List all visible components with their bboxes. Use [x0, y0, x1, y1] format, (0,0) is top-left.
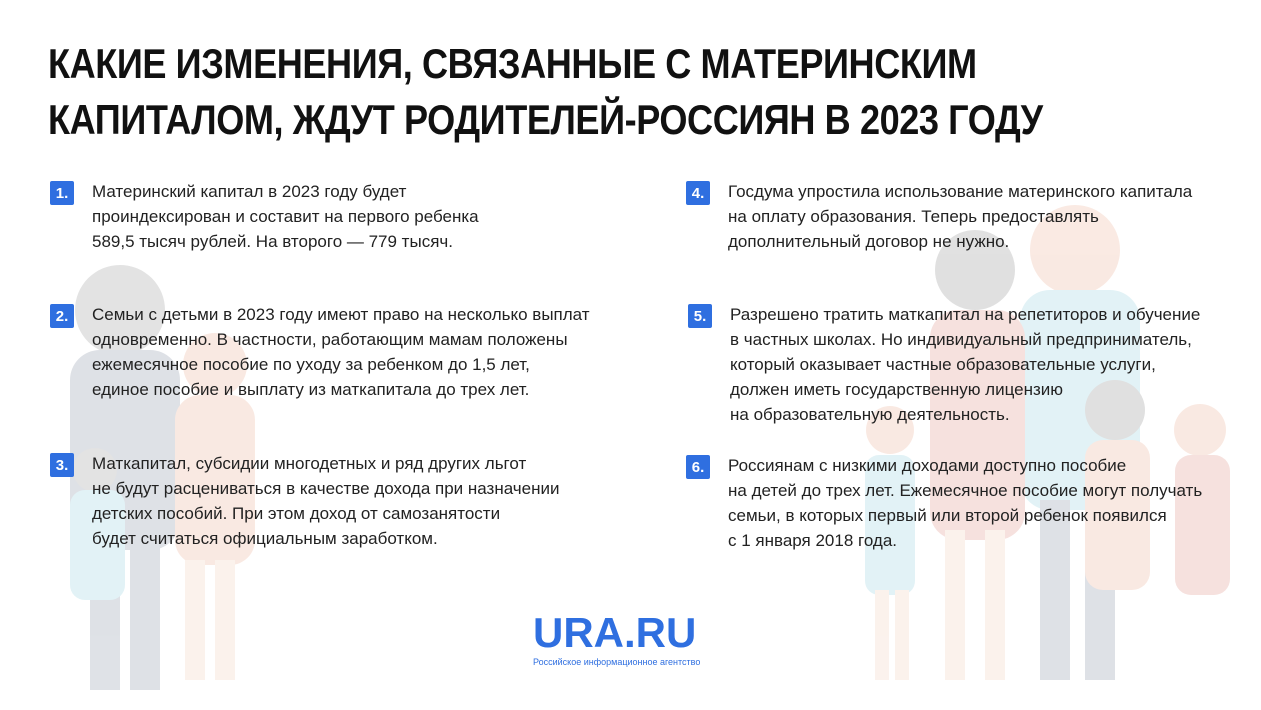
text-line: 589,5 тысяч рублей. На второго — 779 тысяч.: [92, 232, 453, 251]
item-text: [92, 451, 560, 551]
item-number-badge: 4.: [686, 181, 710, 205]
item-number-badge: 5.: [688, 304, 712, 328]
item-number-badge: 3.: [50, 453, 74, 477]
text-line: который оказывает частные образовательные услуги,: [730, 355, 1156, 374]
text-line: в частных школах. Но индивидуальный предприниматель,: [730, 330, 1192, 349]
text-line: Материнский капитал в 2023 году будет: [92, 182, 407, 201]
item-text: [728, 453, 1202, 553]
title-line: КАПИТАЛОМ, ЖДУТ РОДИТЕЛЕЙ-РОССИЯН В 2023 ГОДУ: [48, 96, 1043, 143]
text-line: Госдума упростила использование материнского капитала: [728, 182, 1193, 201]
text-line: на детей до трех лет. Ежемесячное пособие могут получать: [728, 481, 1203, 500]
item-text: [728, 179, 1192, 254]
text-line: на оплату образования. Теперь предоставлять: [728, 207, 1099, 226]
text-line: ежемесячное пособие по уходу за ребенком до 1,5 лет,: [92, 355, 530, 374]
text-line: Разрешено тратить маткапитал на репетиторов и обучение: [730, 305, 1201, 324]
item-number-badge: 1.: [50, 181, 74, 205]
text-line: на образовательную деятельность.: [730, 405, 1010, 424]
text-line: должен иметь государственную лицензию: [730, 380, 1064, 399]
logo-name: URA.RU: [533, 609, 697, 656]
item-number-badge: 2.: [50, 304, 74, 328]
text-line: с 1 января 2018 года.: [728, 531, 898, 550]
text-line: Маткапитал, субсидии многодетных и ряд других льгот: [92, 454, 527, 473]
text-line: единое пособие и выплату из маткапитала до трех лет.: [92, 380, 530, 399]
logo-tagline: Российское информационное агентство: [533, 657, 701, 667]
text-line: будет считаться официальным заработком.: [92, 529, 438, 548]
text-line: семьи, в которых первый или второй ребенок появился: [728, 506, 1167, 525]
text-line: Россиянам с низкими доходами доступно пособие: [728, 456, 1127, 475]
text-line: не будут расцениваться в качестве дохода при назначении: [92, 479, 560, 498]
text-line: детских пособий. При этом доход от самозанятости: [92, 504, 501, 523]
item-number-badge: 6.: [686, 455, 710, 479]
text-line: дополнительный договор не нужно.: [728, 232, 1010, 251]
title-line: КАКИЕ ИЗМЕНЕНИЯ, СВЯЗАННЫЕ С МАТЕРИНСКИМ: [48, 40, 977, 87]
text-line: проиндексирован и составит на первого ребенка: [92, 207, 479, 226]
text-line: Семьи с детьми в 2023 году имеют право на несколько выплат: [92, 305, 590, 324]
text-line: одновременно. В частности, работающим мамам положены: [92, 330, 568, 349]
item-text: [730, 302, 1200, 427]
page-title: [48, 36, 1043, 148]
item-text: [92, 179, 479, 254]
item-text: [92, 302, 590, 402]
ura-ru-logo: [533, 609, 701, 667]
